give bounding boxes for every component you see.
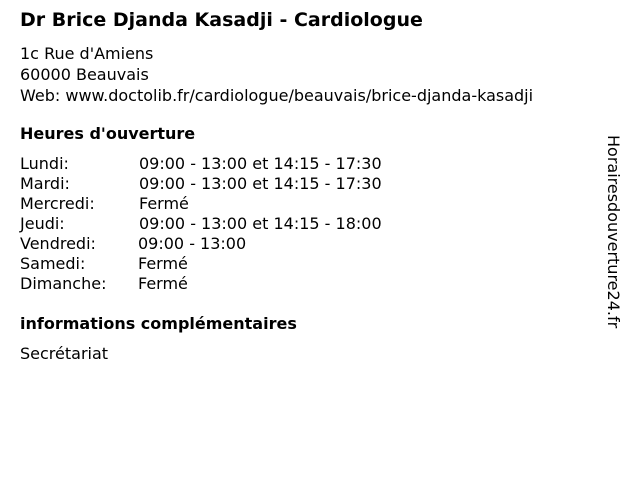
time-value: 09:00 - 13:00 <box>138 234 247 253</box>
opening-hours-heading: Heures d'ouverture <box>20 124 196 143</box>
day-label: Mardi: <box>20 174 70 193</box>
address-block <box>20 43 533 106</box>
address-city: 60000 Beauvais <box>20 65 149 84</box>
day-label: Lundi: <box>20 154 69 173</box>
time-value: 09:00 - 13:00 et 14:15 - 17:30 <box>139 174 382 193</box>
hours-row-wednesday <box>20 194 382 214</box>
day-label: Mercredi: <box>20 194 95 213</box>
hours-row-saturday <box>20 254 382 274</box>
time-value: Fermé <box>138 274 188 293</box>
hours-row-monday <box>20 154 382 174</box>
hours-row-thursday <box>20 214 382 234</box>
additional-info-heading: informations complémentaires <box>20 314 297 333</box>
day-label: Vendredi: <box>20 234 96 253</box>
time-value: 09:00 - 13:00 et 14:15 - 18:00 <box>139 214 382 233</box>
page-title: Dr Brice Djanda Kasadji - Cardiologue <box>20 9 423 31</box>
hours-row-sunday <box>20 274 382 294</box>
website-link[interactable]: Web: www.doctolib.fr/cardiologue/beauvais/brice-djanda-kasadji <box>20 86 534 105</box>
time-value: Fermé <box>139 194 189 213</box>
day-label: Samedi: <box>20 254 86 273</box>
day-label: Jeudi: <box>20 214 65 233</box>
opening-hours-table <box>20 154 382 294</box>
hours-row-tuesday <box>20 174 382 194</box>
additional-info-text: Secrétariat <box>20 344 109 363</box>
side-watermark: Horairesdouverture24.fr <box>604 135 623 329</box>
address-street: 1c Rue d'Amiens <box>20 44 154 63</box>
hours-row-friday <box>20 234 382 254</box>
time-value: 09:00 - 13:00 et 14:15 - 17:30 <box>139 154 382 173</box>
day-label: Dimanche: <box>20 274 107 293</box>
time-value: Fermé <box>138 254 188 273</box>
